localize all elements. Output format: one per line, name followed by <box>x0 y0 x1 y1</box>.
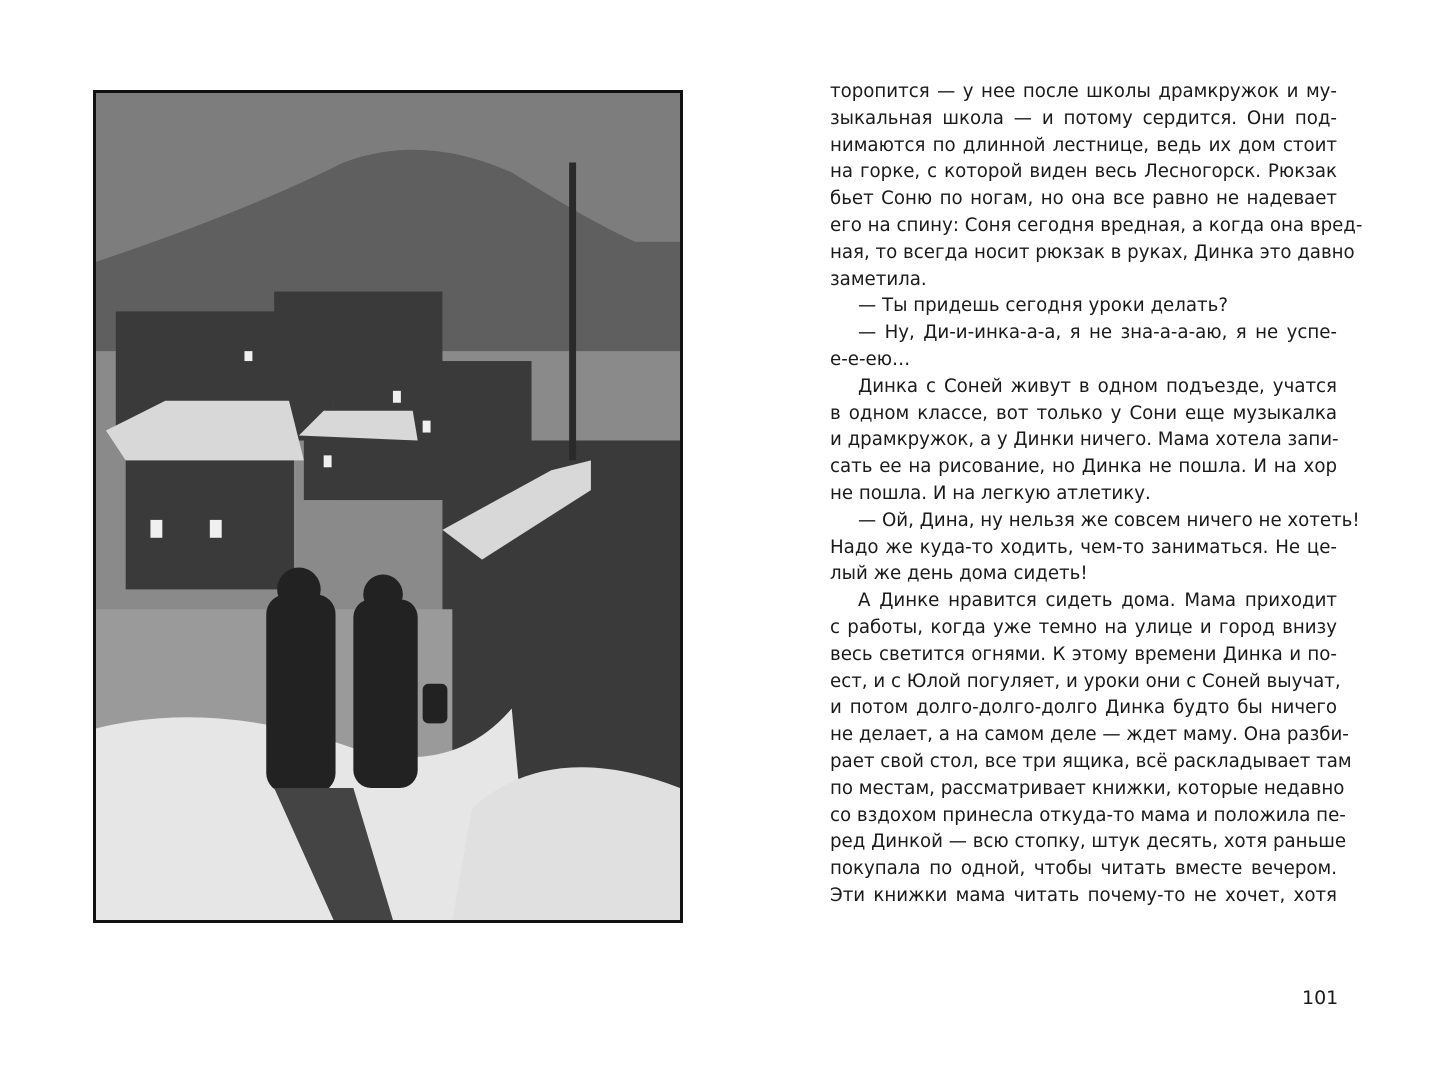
text-line: и потом долго-долго-долго Динка будто бы ничего <box>830 697 1337 719</box>
text-column <box>830 79 1363 910</box>
text-line: покупала по одной, чтобы читать вместе вечером. <box>830 858 1337 880</box>
text-line: Эти книжки мама читать почему-то не хочет, хотя <box>830 884 1337 906</box>
text-line: с работы, когда уже темно на улице и город внизу <box>830 616 1337 638</box>
text-line: А Динке нравится сидеть дома. Мама приходит <box>858 590 1337 612</box>
text-line: ная, то всегда носит рюкзак в руках, Динка это давно <box>830 241 1355 263</box>
text-line: — Ты придешь сегодня уроки делать? <box>858 295 1228 317</box>
text-line: его на спину: Соня сегодня вредная, а когда она вред- <box>830 214 1363 236</box>
text-line: рает свой стол, все три ящика, всё раскладывает там <box>830 750 1352 772</box>
text-line: нимаются по длинной лестнице, ведь их дом стоит <box>830 134 1337 156</box>
text-line: сать ее на рисование, но Динка не пошла. И на хор <box>830 456 1337 478</box>
text-line: Динка с Соней живут в одном подъезде, учатся <box>858 375 1337 397</box>
text-line: е-е-ею… <box>830 348 911 370</box>
text-line: лый же день дома сидеть! <box>830 563 1088 585</box>
text-line: Надо же куда-то ходить, чем-то заниматься. Не це- <box>830 536 1337 558</box>
text-line: — Ну, Ди-и-инка-а-а, я не зна-а-а-аю, я не успе- <box>858 322 1337 344</box>
text-line: на горке, с которой виден весь Лесногорск. Рюкзак <box>830 161 1337 183</box>
text-line: бьет Соню по ногам, но она все равно не надевает <box>830 188 1337 210</box>
text-line: по местам, рассматривает книжки, которые недавно <box>830 777 1345 799</box>
text-line: не делает, а на самом деле — ждет маму. Она разби- <box>830 724 1349 746</box>
text-line: торопится — у нее после школы драмкружок и му- <box>830 81 1337 102</box>
text-line: заметила. <box>830 268 927 290</box>
text-line: не пошла. И на легкую атлетику. <box>830 482 1151 504</box>
text-line: в одном классе, вот только у Сони еще музыкалка <box>830 402 1337 424</box>
text-line: — Ой, Дина, ну нельзя же совсем ничего не хотеть! <box>858 509 1360 531</box>
text-line: и драмкружок, а у Динки ничего. Мама хотела запи- <box>830 429 1339 451</box>
book-illustration-winter-town <box>93 90 683 923</box>
page-number: 101 <box>1302 987 1339 1009</box>
text-line: со вздохом принесла откуда-то мама и положила пе- <box>830 804 1346 826</box>
text-line: ред Динкой — всю стопку, штук десять, хотя раньше <box>830 831 1347 853</box>
text-line: ест, и с Юлой погуляет, и уроки они с Соней выучат, <box>830 670 1341 692</box>
text-line: весь светится огнями. К этому времени Динка и по- <box>830 643 1337 665</box>
text-line: зыкальная школа — и потому сердится. Они под- <box>830 107 1337 129</box>
